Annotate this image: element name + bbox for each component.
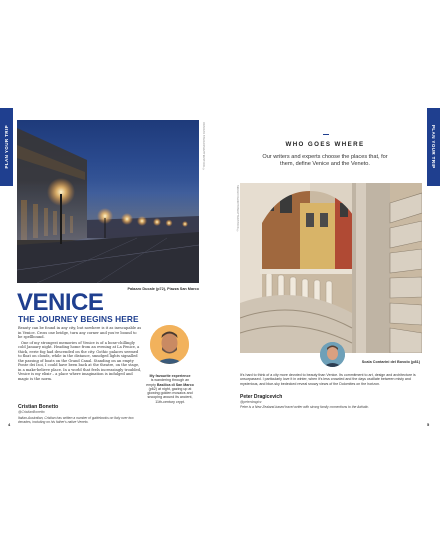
side-tab-left xyxy=(0,108,13,186)
portrait-illustration xyxy=(320,342,345,367)
author-quote-right: It's hard to think of a city more devoted to beauty than Venice. Its commitment to art, design and architecture is unsurpassed. I particularly love it in winter, when it's less crowded and the days oscillate between misty and mysterious, and blue-sky bedecked reveal snowy views of the Dolomites on the horizon. xyxy=(240,373,416,386)
favourite-text: is wandering through an empty xyxy=(146,378,190,387)
night-piazza-illustration xyxy=(17,120,199,283)
side-tab-label: PLAN YOUR TRIP xyxy=(431,125,436,169)
section-title: WHO GOES WHERE xyxy=(285,141,365,148)
photo-credit-right: SERGII FIGURNYI/SHUTTERSTOCK © xyxy=(236,185,239,233)
author-portrait-right xyxy=(320,342,345,367)
photo-piazza-san-marco xyxy=(17,120,199,283)
side-tab-label: PLAN YOUR TRIP xyxy=(4,125,9,169)
page-title: VENICE xyxy=(17,289,104,316)
photo-caption-left: Palazzo Ducale (p72), Piazza San Marco xyxy=(127,287,199,291)
author-portrait-left xyxy=(150,325,189,364)
photo-credit-left: ORSOLYA STACHO/SHUTTERSTOCK © xyxy=(202,122,205,171)
photo-caption-right: Scala Contarini del Bovolo (p81) xyxy=(361,360,420,364)
author-name-right: Peter Dragicevich xyxy=(240,394,283,400)
author-handle-left: @CristianBonetto xyxy=(18,410,45,414)
favourite-experience xyxy=(146,374,194,404)
favourite-label: My favourite experience xyxy=(149,374,191,378)
page-number-left: 4 xyxy=(8,422,11,427)
side-tab-right xyxy=(427,108,440,186)
author-name-left: Cristian Bonetto xyxy=(18,404,59,410)
portrait-illustration xyxy=(150,325,189,364)
favourite-place: Basilica di San Marco xyxy=(156,382,194,387)
book-spread xyxy=(0,108,440,433)
author-bio-left: Italian-Australian, Cristian has written a number of guidebooks on Italy over two decades, including on his father's native Veneto. xyxy=(18,416,134,424)
author-bio-right: Peter is a New Zealand-based travel writer with strong family connections to the Adriatic. xyxy=(240,405,370,409)
spiral-staircase-illustration xyxy=(240,183,422,353)
body-paragraph: Beauty can be found in any city, but nowhere is it as inescapable as in Venice. Cross one bridge, turn any corner and you're bound to be spellbound. xyxy=(18,326,142,339)
page-number-right: 5 xyxy=(427,422,430,427)
body-paragraph: One of my strongest memories of Venice is of a bone-chillingly cold January night. Heading home from an evening at La Fenice, a thick, eerie fog had descended on the city. Gothic palaces seemed to float on clouds, while in the distance, smudged lights signalled the passing of boats on the Grand Canal. Standing on an empty Ponte dei Ìsoi, I could have been back at the theatre, on the stage, in a make-believe place. In a world that feels increasingly troubled, Venice is my elixir – a place where imagination is indulged and magic is the norm. xyxy=(18,340,142,381)
divider xyxy=(323,134,329,135)
author-handle-right: @peterdragicz xyxy=(240,400,262,404)
photo-scala-contarini xyxy=(240,183,422,353)
intro-body xyxy=(18,326,142,382)
section-intro: Our writers and experts choose the places that, for them, define Venice and the Veneto. xyxy=(262,154,388,167)
page-subtitle: THE JOURNEY BEGINS HERE xyxy=(18,314,139,324)
favourite-text: (p62) at night, gazing up at glowing golden mosaics and snooping around its ancient, 11th-century crypt. xyxy=(147,386,193,404)
